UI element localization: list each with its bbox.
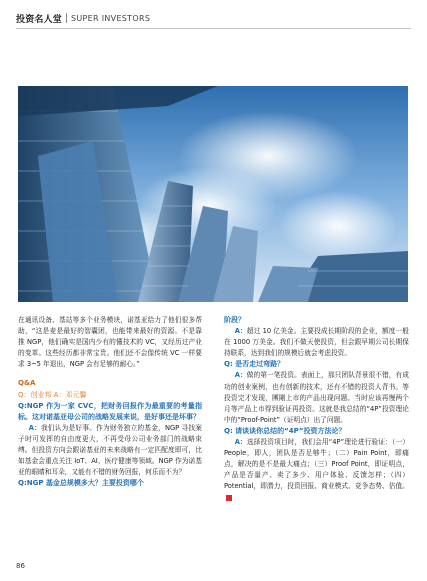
skyscraper-photo <box>18 86 408 302</box>
column-title-english: SUPER INVESTORS <box>71 13 151 23</box>
answer-label: A： <box>234 438 247 447</box>
qa-heading: Q&A <box>18 379 36 388</box>
answer-label: A： <box>234 327 247 336</box>
left-column <box>18 315 202 489</box>
answer-3 <box>224 370 409 425</box>
answer-2-text: 超过 10 亿美金。主要投成长期阶段的企业，额度一般在 1000 万美金。我们不做天使投资，但会跟早期公司长期保持联系，达到我们的规模后就会考虑投资。 <box>224 327 409 358</box>
answer-3-text: 做的第一笔投资。表面上，那只团队背景很不错，有成功的创业案例，也有创新的技术，还有不错的投资人背书。等投资完才发现，團剛上市的产品出现问题。当时应该再慢两个月等产品上市得到验证再投资。这就是我总结的“4P”投资理论中的“Proof-Point”（证明点）出了问题。 <box>224 371 409 424</box>
answer-4 <box>224 437 409 504</box>
qa-participants: Q：创业邦 A：邓元馨 <box>18 390 87 399</box>
answer-label: A： <box>28 423 41 432</box>
question-1: Q:NGP 作为一家 CVC，把财务回报作为最重要的考量指标。这对诺基亚母公司的战略发展来说，是好事还是坏事？ <box>18 401 202 421</box>
answer-4-text: 选择投资项目时，我们会用“4P”理论进行验证：（一）People，即人，团队是否足够牛；（二）Pain Point，即痛点，解决的是不是最大痛点；（三）Proof Point，即证明点，产品是否量产、卖了多少、用户体验、反馈怎样；（四）Potential，即潜力，投资回报、商业模式、竞争态势、估值。 <box>224 438 409 491</box>
question-3: Q: 是否走过弯路？ <box>224 360 285 369</box>
answer-label: A： <box>234 371 247 380</box>
question-2: Q:NGP 基金总规模多大？主要投资哪个 <box>18 479 144 488</box>
question-2-continued: 阶段？ <box>224 316 245 324</box>
header-divider <box>66 13 67 23</box>
answer-1-text: 我们认为是好事。作为财务独立的基金，NGP 寻找案子时可发挥的自由度更大，不再受母公司业务部门的战略束缚。但投资方向会跟诺基亚的未来战略有一定匹配度即可，比如基金会重点关注 IoT、AI、医疗健康等领域。NGP 作为诺基亚的眼睛和耳朵，又能有不错的财务回报，何乐而不为？ <box>18 423 202 477</box>
right-column <box>224 315 409 504</box>
end-mark-icon <box>226 495 232 501</box>
column-title: 投资名人堂 <box>16 14 63 25</box>
header <box>16 10 150 26</box>
answer-2 <box>224 326 409 359</box>
page-number: 86 <box>16 562 25 570</box>
question-4: Q: 请谈谈你总结的“4P”投资方法论？ <box>224 426 346 435</box>
answer-1 <box>18 423 202 478</box>
header-rule <box>16 28 411 29</box>
intro-paragraph: 在通讯设备、基站等多个业务模块，诺基亚给力了他们很多帮助，“这是麦是最好的智囊团，也能带来最好的资源。不是靠推 NGP，他们确实是国内少有的懂技术的 VC，又经历过产业的变革。这些经历都非常宝贵。他们还不会像传统 VC 一样要求 3~5 年退出，NGP 会有足够的耐心。” <box>18 316 202 369</box>
